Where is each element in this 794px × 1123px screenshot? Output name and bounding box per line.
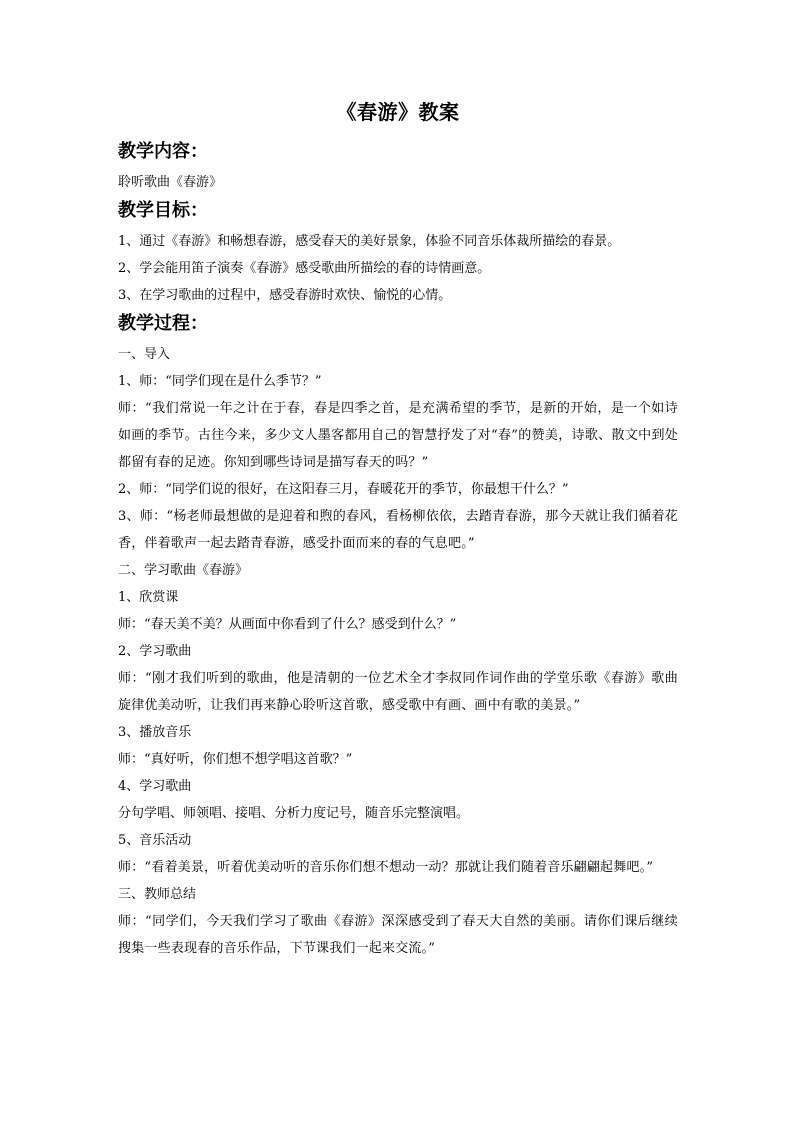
goal-item-1: 1、通过《春游》和畅想春游，感受春天的美好景象，体验不同音乐体裁所描绘的春景。 xyxy=(118,234,621,249)
part1-paragraph-1: 师：“我们常说一年之计在于春，春是四季之首，是充满希望的季节，是新的开始，是一个如诗如画的季节。古往今来，多少文人墨客都用自己的智慧抒发了对“春”的赞美，诗歌、散文中到处都留有春的足迹。你知到哪些诗词是描写春天的吗？” xyxy=(118,401,678,470)
goal-item-2: 2、学会能用笛子演奏《春游》感受歌曲所描绘的春的诗情画意。 xyxy=(118,261,491,276)
part1-question-3: 3、师：“杨老师最想做的是迎着和煦的春风，看杨柳依依，去踏青春游，那今天就让我们循着花香，伴着歌声一起去踏青春游，感受扑面而来的春的气息吧。” xyxy=(118,509,678,551)
part3-title: 三、教师总结 xyxy=(118,887,197,902)
part2-title: 二、学习歌曲《春游》 xyxy=(118,563,249,578)
part2-step-3-title: 3、播放音乐 xyxy=(118,725,192,740)
part2-step-2-text: 师：“刚才我们听到的歌曲，他是清朝的一位艺术全才李叔同作词作曲的学堂乐歌《春游》歌曲旋律优美动听，让我们再来静心聆听这首歌，感受歌中有画、画中有歌的美景。” xyxy=(118,671,678,713)
section-heading-content: 教学内容： xyxy=(118,141,208,162)
part1-question-2: 2、师：“同学们说的很好，在这阳春三月，春暖花开的季节，你最想干什么？” xyxy=(118,482,569,497)
part2-step-5-text: 师：“看着美景，听着优美动听的音乐你们想不想动一动？那就让我们随着音乐翩翩起舞吧。” xyxy=(118,860,654,875)
section-heading-process: 教学过程： xyxy=(118,313,208,334)
part2-step-1-title: 1、欣赏课 xyxy=(118,590,179,605)
part2-step-4-text: 分句学唱、师领唱、接唱、分析力度记号，随音乐完整演唱。 xyxy=(118,806,470,821)
part1-title: 一、导入 xyxy=(118,347,171,362)
goal-item-3: 3、在学习歌曲的过程中，感受春游时欢快、愉悦的心情。 xyxy=(118,288,452,303)
part2-step-1-text: 师：“春天美不美？从画面中你看到了什么？感受到什么？” xyxy=(118,617,457,632)
part2-step-4-title: 4、学习歌曲 xyxy=(118,779,192,794)
content-text: 聆听歌曲《春游》 xyxy=(118,175,223,190)
section-heading-goals: 教学目标： xyxy=(118,200,208,221)
part2-step-5-title: 5、音乐活动 xyxy=(118,833,192,848)
part1-question-1: 1、师：“同学们现在是什么季节？” xyxy=(118,374,322,389)
document-body xyxy=(118,96,678,962)
part2-step-3-text: 师：“真好听，你们想不想学唱这首歌？” xyxy=(118,752,353,767)
document-title: 《春游》教案 xyxy=(336,100,460,124)
part2-step-2-title: 2、学习歌曲 xyxy=(118,644,192,659)
part3-text: 师：“同学们，今天我们学习了歌曲《春游》深深感受到了春天大自然的美丽。请你们课后继续搜集一些表现春的音乐作品，下节课我们一起来交流。” xyxy=(118,914,678,956)
